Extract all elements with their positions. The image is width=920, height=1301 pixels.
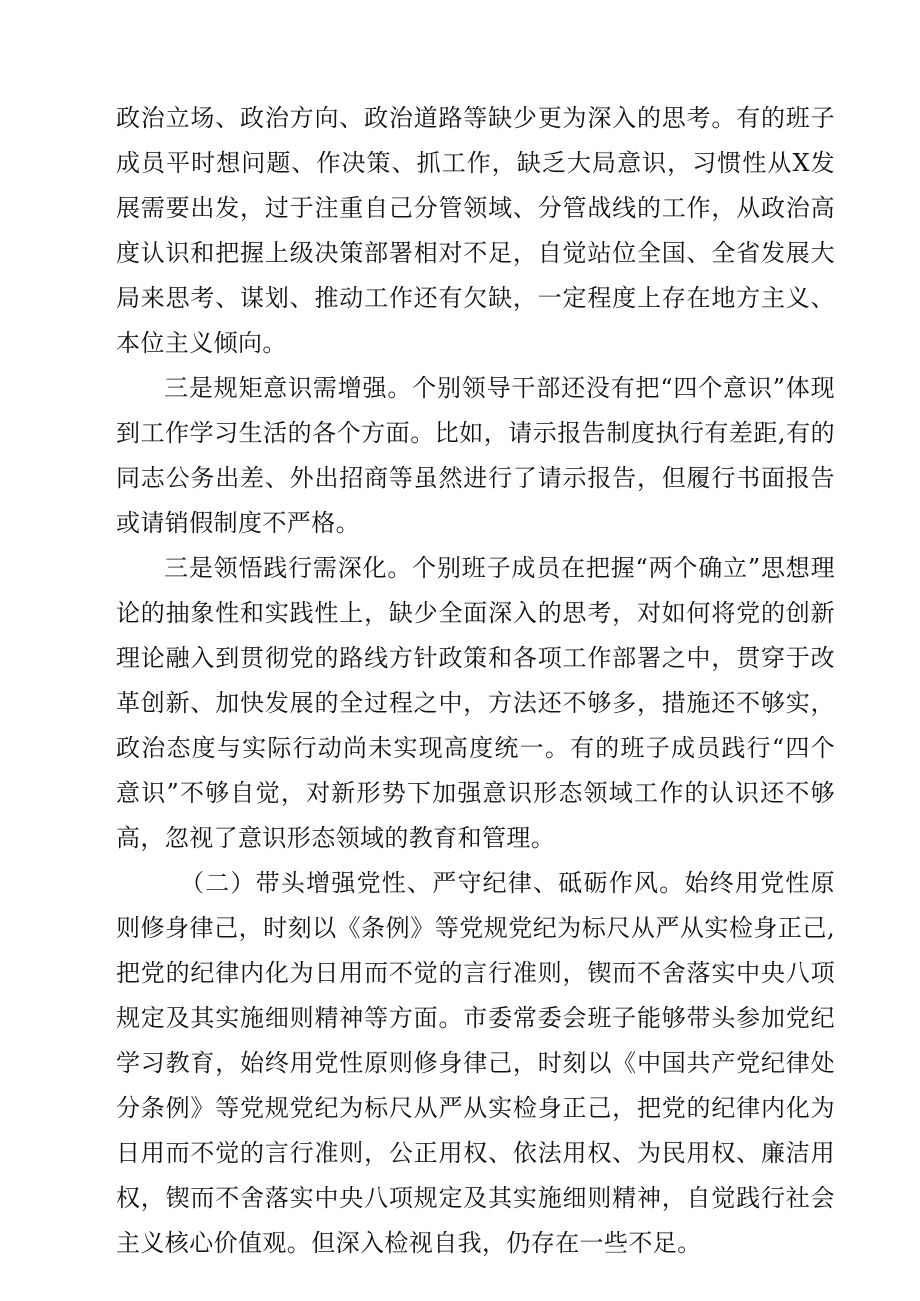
paragraph-section-two: （二）带头增强党性、严守纪律、砥砺作风。始终用党性原则修身律己，时刻以《条例》等党规党纪为标尺从严从实检身正己,把党的纪律内化为日用而不觉的言行准则，锲而不舍落实中央八项规定及其实施细则精神等方面。市委常委会班子能够带头参加党纪学习教育，始终用党性原则修身律己，时刻以《中国共产党纪律处分条例》等党规党纪为标尺从严从实检身正己，把党的纪律内化为日用而不觉的言行准则，公正用权、依法用权、为民用权、廉洁用权，锲而不舍落实中央八项规定及其实施细则精神，自觉践行社会主义核心价值观。但深入检视自我，仍存在一些不足。 <box>116 869 835 1257</box>
paragraph-rules-awareness: 三是规矩意识需增强。个别领导干部还没有把“四个意识”体现到工作学习生活的各个方面。比如，请示报告制度执行有差距,有的同志公务出差、外出招商等虽然进行了请示报告，但履行书面报告或请销假制度不严格。 <box>116 374 835 537</box>
document-body <box>116 96 835 1266</box>
paragraph-practice-deepening: 三是领悟践行需深化。个别班子成员在把握“两个确立”思想理论的抽象性和实践性上，缺少全面深入的思考，对如何将党的创新理论融入到贯彻党的路线方针政策和各项工作部署之中，贯穿于改革创新、加快发展的全过程之中，方法还不够多，措施还不够实，政治态度与实际行动尚未实现高度统一。有的班子成员践行“四个意识”不够自觉，对新形势下加强意识形态领域工作的认识还不够高，忽视了意识形态领域的教育和管理。 <box>116 554 835 852</box>
paragraph-continuation: 政治立场、政治方向、政治道路等缺少更为深入的思考。有的班子成员平时想问题、作决策、抓工作，缺乏大局意识，习惯性从X发展需要出发，过于注重自己分管领域、分管战线的工作，从政治高度认识和把握上级决策部署相对不足，自觉站位全国、全省发展大局来思考、谋划、推动工作还有欠缺，一定程度上存在地方主义、本位主义倾向。 <box>116 104 835 357</box>
